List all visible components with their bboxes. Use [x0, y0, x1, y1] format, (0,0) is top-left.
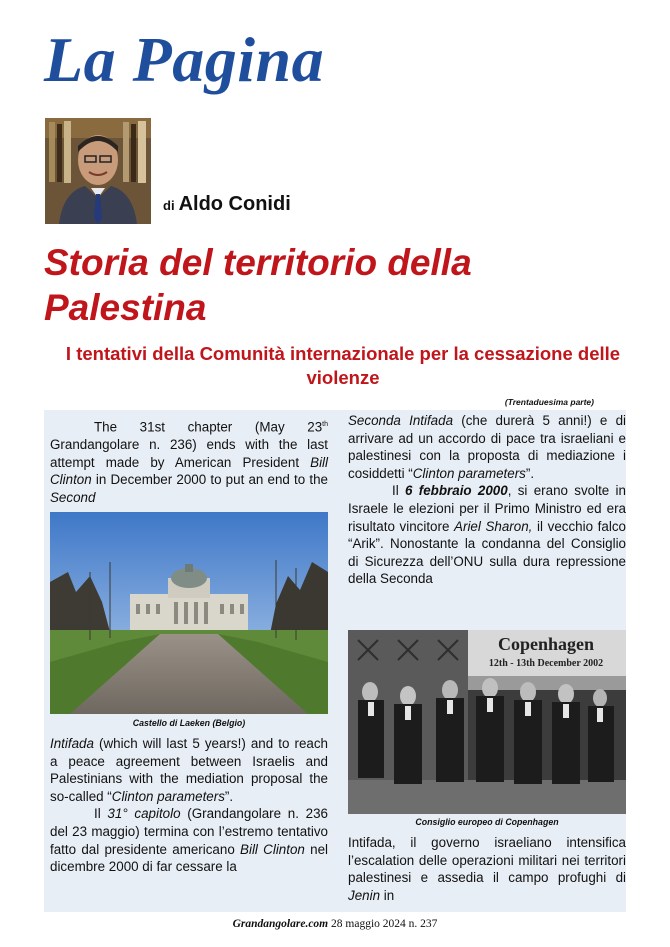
emph: Second [50, 489, 96, 505]
footer-site: Grandangolare.com [232, 918, 329, 930]
right-column [348, 412, 626, 588]
emph: Ariel Sharon, [454, 518, 533, 534]
emph-date: 6 febbraio 2000 [405, 483, 508, 499]
right-paragraph-3 [348, 834, 626, 904]
photo-caption-laeken: Castello di Laeken (Belgio) [132, 718, 246, 728]
text: (Grandangolare n. 236 del 23 maggio) termina con l’estremo tentativo fatto dal presidente americano [50, 806, 329, 857]
byline [163, 193, 291, 216]
right-paragraph-1 [348, 412, 626, 482]
ordinal-sup: th [322, 421, 328, 428]
emph: Bill Clinton [240, 841, 305, 857]
part-note: (Trentaduesima parte) [504, 397, 594, 407]
text: il vecchio falco “Arik”. Nonostante la condanna del Consiglio di Sicurezza dell’ONU sulla dura repressione della Seconda [348, 518, 626, 587]
text: , si erano svolte in Israele le elezioni per il Primo Ministro ed era risultato vincitore [348, 483, 626, 534]
text: in December 2000 to put an end to the [91, 472, 328, 488]
author-photo [45, 118, 151, 224]
emph: 31° capitolo [107, 806, 181, 822]
article-headline: Storia del territorio della Palestina [44, 242, 472, 328]
emph: Intifada [50, 736, 94, 751]
right-paragraph-2 [348, 482, 626, 588]
left-column [50, 416, 328, 506]
copenhagen-council-photo [348, 630, 626, 814]
left-paragraph-1 [50, 416, 328, 506]
masthead-title: La Pagina [44, 24, 325, 95]
text: in [380, 887, 395, 903]
emph: Seconda Intifada [348, 413, 454, 428]
text: ”. [525, 465, 535, 481]
photo-sign-copenhagen: Copenhagen [497, 634, 595, 654]
author-name: Aldo Conidi [178, 193, 291, 215]
byline-prefix: di [163, 198, 175, 213]
left-paragraph-3 [50, 805, 328, 875]
emph: Jenin [348, 887, 381, 903]
article-subheadline: I tentativi della Comunità internazionale per la cessazione delle violenze [65, 343, 621, 388]
text: (which will last 5 years!) and to reach a peace agreement between Israelis and Palestinians with the mediation proposal the so-called “ [50, 736, 328, 804]
emph: Bill Clinton [50, 454, 328, 488]
footer-issue: 28 maggio 2024 n. 237 [328, 918, 438, 930]
left-paragraph-2 [50, 735, 328, 805]
emph: Clinton parameters [111, 788, 225, 804]
laeken-castle-photo [50, 512, 328, 714]
text: Grandangolare n. 236) ends with the last attempt made by American President [50, 437, 328, 470]
text: nel dicembre 2000 di far cessare la [50, 841, 328, 875]
text: (che durerà 5 anni!) e di arrivare ad un accordo di pace tra israeliani e palestinesi con la proposta di mediazione i cosiddetti “ [348, 413, 626, 481]
text: Il [392, 483, 406, 499]
text: The 31st chapter (May 23 [94, 419, 323, 435]
emph: Clinton parameters [412, 465, 526, 481]
photo-caption-copenhagen: Consiglio europeo di Copenhagen [415, 817, 559, 827]
photo-sign-dates: 12th - 13th December 2002 [488, 658, 604, 669]
right-column-continued [348, 834, 626, 904]
text: Il [94, 806, 108, 822]
article-body [44, 410, 626, 912]
left-column-continued [50, 735, 328, 876]
page-footer [0, 918, 670, 930]
text: Intifada, il governo israeliano intensifica l’escalation delle operazioni militari nei territori palestinesi e assedia il campo profughi di [348, 835, 626, 886]
text: ”. [224, 788, 234, 804]
